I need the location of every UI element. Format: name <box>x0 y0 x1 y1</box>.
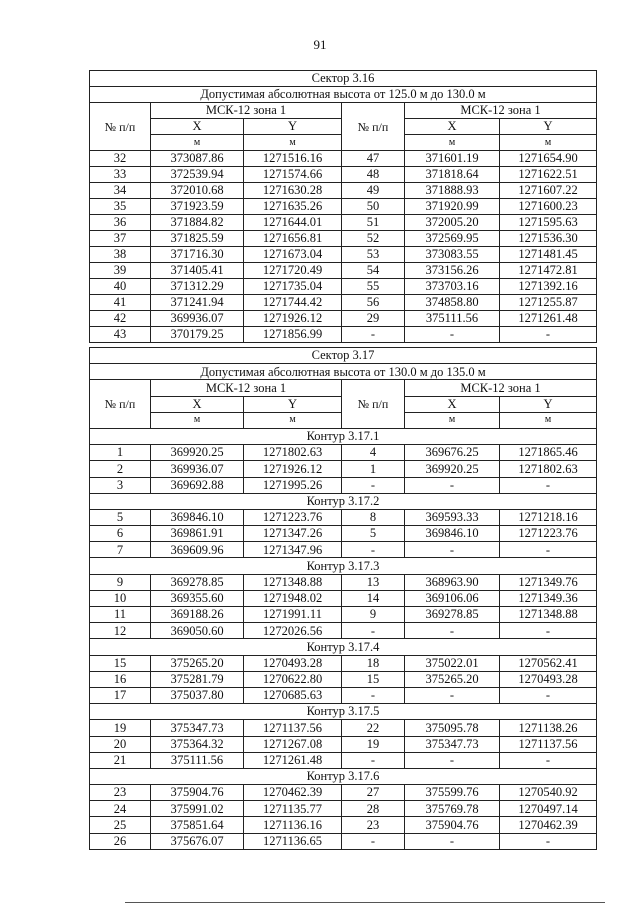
y-coordinate-cell: 1271926.12 <box>244 311 342 327</box>
point-number-cell: 5 <box>90 509 151 525</box>
point-number-cell: 23 <box>90 785 151 801</box>
x-coordinate-cell: 369355.60 <box>151 590 244 606</box>
x-coordinate-cell: 374858.80 <box>405 295 500 311</box>
y-header: Y <box>244 119 342 135</box>
point-number-cell: 11 <box>90 607 151 623</box>
point-number-cell: 27 <box>342 785 405 801</box>
point-number-cell: 41 <box>90 295 151 311</box>
y-coordinate-cell: 1270493.28 <box>244 655 342 671</box>
x-coordinate-cell: 369936.07 <box>151 461 244 477</box>
point-number-cell: 53 <box>342 247 405 263</box>
y-coordinate-cell: 1271802.63 <box>244 445 342 461</box>
y-coordinate-cell: 1271802.63 <box>500 461 597 477</box>
zone-header: МСК-12 зона 1 <box>405 380 597 396</box>
y-coordinate-cell: 1271574.66 <box>244 167 342 183</box>
number-header: № п/п <box>342 380 405 429</box>
point-number-cell: 23 <box>342 817 405 833</box>
unit-label: м <box>151 412 244 428</box>
x-coordinate-cell: 371405.41 <box>151 263 244 279</box>
point-number-cell: - <box>342 833 405 849</box>
y-coordinate-cell: 1271137.56 <box>500 736 597 752</box>
table-row <box>90 279 597 295</box>
point-number-cell: 34 <box>90 183 151 199</box>
x-coordinate-cell: - <box>405 477 500 493</box>
page-number: 91 <box>313 37 327 52</box>
y-coordinate-cell: 1271481.45 <box>500 247 597 263</box>
point-number-cell: 54 <box>342 263 405 279</box>
height-note: Допустимая абсолютная высота от 130.0 м до 135.0 м <box>90 364 597 380</box>
y-coordinate-cell: 1270462.39 <box>244 785 342 801</box>
point-number-cell: 29 <box>342 311 405 327</box>
table-row <box>90 263 597 279</box>
table-row <box>90 526 597 542</box>
table-row <box>90 327 597 343</box>
header-row <box>90 103 597 119</box>
contour-label: Контур 3.17.6 <box>90 768 597 784</box>
x-coordinate-cell: - <box>405 327 500 343</box>
x-coordinate-cell: 372005.20 <box>405 215 500 231</box>
x-coordinate-cell: 375769.78 <box>405 801 500 817</box>
point-number-cell: 47 <box>342 151 405 167</box>
table-row <box>90 445 597 461</box>
contour-label: Контур 3.17.4 <box>90 639 597 655</box>
table-row <box>90 183 597 199</box>
zone-header: МСК-12 зона 1 <box>151 103 342 119</box>
x-coordinate-cell: 375347.73 <box>151 720 244 736</box>
point-number-cell: 35 <box>90 199 151 215</box>
zone-header: МСК-12 зона 1 <box>151 380 342 396</box>
y-coordinate-cell: 1271137.56 <box>244 720 342 736</box>
table-row <box>90 720 597 736</box>
y-header: Y <box>500 119 597 135</box>
x-header: X <box>405 396 500 412</box>
x-coordinate-cell: 375037.80 <box>151 687 244 703</box>
x-coordinate-cell: 373156.26 <box>405 263 500 279</box>
point-number-cell: 42 <box>90 311 151 327</box>
contour-label: Контур 3.17.3 <box>90 558 597 574</box>
sector-table <box>89 70 597 343</box>
x-coordinate-cell: - <box>405 623 500 639</box>
point-number-cell: - <box>342 687 405 703</box>
contour-row <box>90 768 597 784</box>
x-coordinate-cell: 371818.64 <box>405 167 500 183</box>
y-coordinate-cell: - <box>500 327 597 343</box>
point-number-cell: 18 <box>342 655 405 671</box>
table-row <box>90 623 597 639</box>
y-coordinate-cell: 1271735.04 <box>244 279 342 295</box>
table-row <box>90 311 597 327</box>
point-number-cell: - <box>342 752 405 768</box>
table-row <box>90 833 597 849</box>
unit-label: м <box>244 135 342 151</box>
header-row <box>90 380 597 396</box>
x-coordinate-cell: 375991.02 <box>151 801 244 817</box>
x-coordinate-cell: 369609.96 <box>151 542 244 558</box>
y-coordinate-cell: 1271349.76 <box>500 574 597 590</box>
x-coordinate-cell: 375022.01 <box>405 655 500 671</box>
table-row <box>90 461 597 477</box>
point-number-cell: 19 <box>90 720 151 736</box>
point-number-cell: 15 <box>342 671 405 687</box>
x-coordinate-cell: 375904.76 <box>405 817 500 833</box>
y-coordinate-cell: 1271348.88 <box>244 574 342 590</box>
y-coordinate-cell: 1271136.16 <box>244 817 342 833</box>
y-coordinate-cell: 1271138.26 <box>500 720 597 736</box>
y-header: Y <box>244 396 342 412</box>
y-coordinate-cell: 1272026.56 <box>244 623 342 639</box>
y-coordinate-cell: 1271865.46 <box>500 445 597 461</box>
x-coordinate-cell: 375281.79 <box>151 671 244 687</box>
x-coordinate-cell: 369692.88 <box>151 477 244 493</box>
x-coordinate-cell: 375111.56 <box>405 311 500 327</box>
y-coordinate-cell: 1271622.51 <box>500 167 597 183</box>
x-coordinate-cell: 371888.93 <box>405 183 500 199</box>
y-coordinate-cell: 1271720.49 <box>244 263 342 279</box>
table-row <box>90 590 597 606</box>
point-number-cell: 9 <box>342 607 405 623</box>
x-coordinate-cell: 371716.30 <box>151 247 244 263</box>
y-coordinate-cell: - <box>500 687 597 703</box>
x-coordinate-cell: 369920.25 <box>405 461 500 477</box>
contour-row <box>90 558 597 574</box>
contour-row <box>90 639 597 655</box>
x-coordinate-cell: 369846.10 <box>151 509 244 525</box>
y-coordinate-cell: 1271595.63 <box>500 215 597 231</box>
x-coordinate-cell: 373083.55 <box>405 247 500 263</box>
point-number-cell: 13 <box>342 574 405 590</box>
x-coordinate-cell: 369106.06 <box>405 590 500 606</box>
point-number-cell: 2 <box>90 461 151 477</box>
zone-header: МСК-12 зона 1 <box>405 103 597 119</box>
point-number-cell: 43 <box>90 327 151 343</box>
y-coordinate-cell: 1271536.30 <box>500 231 597 247</box>
sector-title-row <box>90 71 597 87</box>
point-number-cell: 24 <box>90 801 151 817</box>
x-coordinate-cell: 375347.73 <box>405 736 500 752</box>
point-number-cell: 19 <box>342 736 405 752</box>
point-number-cell: 48 <box>342 167 405 183</box>
y-coordinate-cell: 1271635.26 <box>244 199 342 215</box>
table-row <box>90 477 597 493</box>
x-coordinate-cell: 369920.25 <box>151 445 244 461</box>
point-number-cell: 55 <box>342 279 405 295</box>
point-number-cell: 3 <box>90 477 151 493</box>
table-row <box>90 151 597 167</box>
point-number-cell: 28 <box>342 801 405 817</box>
sector-title-row <box>90 348 597 364</box>
y-coordinate-cell: 1271347.26 <box>244 526 342 542</box>
y-coordinate-cell: 1271607.22 <box>500 183 597 199</box>
point-number-cell: 52 <box>342 231 405 247</box>
y-coordinate-cell: 1271218.16 <box>500 509 597 525</box>
point-number-cell: 1 <box>90 445 151 461</box>
y-coordinate-cell: 1271926.12 <box>244 461 342 477</box>
y-coordinate-cell: 1271255.87 <box>500 295 597 311</box>
number-header: № п/п <box>90 103 151 151</box>
contour-label: Контур 3.17.1 <box>90 428 597 444</box>
x-coordinate-cell: 369676.25 <box>405 445 500 461</box>
y-coordinate-cell: 1271516.16 <box>244 151 342 167</box>
point-number-cell: 12 <box>90 623 151 639</box>
table-row <box>90 785 597 801</box>
x-coordinate-cell: 369188.26 <box>151 607 244 623</box>
x-coordinate-cell: - <box>405 833 500 849</box>
table-row <box>90 167 597 183</box>
y-coordinate-cell: 1271995.26 <box>244 477 342 493</box>
x-coordinate-cell: 375904.76 <box>151 785 244 801</box>
x-coordinate-cell: 371923.59 <box>151 199 244 215</box>
point-number-cell: 5 <box>342 526 405 542</box>
x-coordinate-cell: 375265.20 <box>151 655 244 671</box>
point-number-cell: 4 <box>342 445 405 461</box>
table-row <box>90 574 597 590</box>
number-header: № п/п <box>342 103 405 151</box>
point-number-cell: 32 <box>90 151 151 167</box>
height-note: Допустимая абсолютная высота от 125.0 м до 130.0 м <box>90 87 597 103</box>
contour-row <box>90 428 597 444</box>
y-coordinate-cell: 1270540.92 <box>500 785 597 801</box>
x-coordinate-cell: 375851.64 <box>151 817 244 833</box>
sector-title: Сектор 3.16 <box>90 71 597 87</box>
y-coordinate-cell: 1271348.88 <box>500 607 597 623</box>
unit-label: м <box>405 135 500 151</box>
y-coordinate-cell: - <box>500 542 597 558</box>
x-coordinate-cell: 369278.85 <box>151 574 244 590</box>
point-number-cell: 7 <box>90 542 151 558</box>
x-coordinate-cell: - <box>405 542 500 558</box>
y-coordinate-cell: 1271223.76 <box>244 509 342 525</box>
point-number-cell: 21 <box>90 752 151 768</box>
y-coordinate-cell: - <box>500 752 597 768</box>
y-coordinate-cell: 1271267.08 <box>244 736 342 752</box>
point-number-cell: 15 <box>90 655 151 671</box>
number-header: № п/п <box>90 380 151 429</box>
point-number-cell: 26 <box>90 833 151 849</box>
y-coordinate-cell: 1271261.48 <box>244 752 342 768</box>
x-header: X <box>151 119 244 135</box>
x-coordinate-cell: 369936.07 <box>151 311 244 327</box>
y-coordinate-cell: 1271349.36 <box>500 590 597 606</box>
sector-table <box>89 347 597 850</box>
contour-label: Контур 3.17.2 <box>90 493 597 509</box>
y-coordinate-cell: 1270685.63 <box>244 687 342 703</box>
point-number-cell: 56 <box>342 295 405 311</box>
unit-label: м <box>500 135 597 151</box>
table-row <box>90 509 597 525</box>
x-coordinate-cell: 371312.29 <box>151 279 244 295</box>
y-coordinate-cell: 1271347.96 <box>244 542 342 558</box>
point-number-cell: 40 <box>90 279 151 295</box>
x-coordinate-cell: 375265.20 <box>405 671 500 687</box>
point-number-cell: 1 <box>342 461 405 477</box>
y-coordinate-cell: 1271856.99 <box>244 327 342 343</box>
y-coordinate-cell: - <box>500 623 597 639</box>
point-number-cell: 38 <box>90 247 151 263</box>
unit-label: м <box>151 135 244 151</box>
bottom-rule <box>125 902 605 903</box>
x-coordinate-cell: 371920.99 <box>405 199 500 215</box>
point-number-cell: 50 <box>342 199 405 215</box>
point-number-cell: 37 <box>90 231 151 247</box>
x-coordinate-cell: 371241.94 <box>151 295 244 311</box>
y-coordinate-cell: 1270493.28 <box>500 671 597 687</box>
point-number-cell: 51 <box>342 215 405 231</box>
table-row <box>90 655 597 671</box>
x-coordinate-cell: 372539.94 <box>151 167 244 183</box>
y-coordinate-cell: 1271223.76 <box>500 526 597 542</box>
x-coordinate-cell: 371825.59 <box>151 231 244 247</box>
y-coordinate-cell: 1270497.14 <box>500 801 597 817</box>
height-note-row <box>90 87 597 103</box>
contour-label: Контур 3.17.5 <box>90 704 597 720</box>
x-coordinate-cell: 369050.60 <box>151 623 244 639</box>
table-row <box>90 671 597 687</box>
height-note-row <box>90 364 597 380</box>
x-coordinate-cell: 375111.56 <box>151 752 244 768</box>
point-number-cell: 8 <box>342 509 405 525</box>
table-row <box>90 736 597 752</box>
point-number-cell: 16 <box>90 671 151 687</box>
x-coordinate-cell: 368963.90 <box>405 574 500 590</box>
y-header: Y <box>500 396 597 412</box>
y-coordinate-cell: 1271135.77 <box>244 801 342 817</box>
y-coordinate-cell: 1270462.39 <box>500 817 597 833</box>
unit-label: м <box>244 412 342 428</box>
table-row <box>90 542 597 558</box>
x-coordinate-cell: 372569.95 <box>405 231 500 247</box>
y-coordinate-cell: 1271472.81 <box>500 263 597 279</box>
x-coordinate-cell: 369593.33 <box>405 509 500 525</box>
table-row <box>90 231 597 247</box>
point-number-cell: 9 <box>90 574 151 590</box>
y-coordinate-cell: - <box>500 833 597 849</box>
y-coordinate-cell: - <box>500 477 597 493</box>
table-row <box>90 199 597 215</box>
table-row <box>90 247 597 263</box>
y-coordinate-cell: 1271630.28 <box>244 183 342 199</box>
y-coordinate-cell: 1271644.01 <box>244 215 342 231</box>
table-row <box>90 215 597 231</box>
x-coordinate-cell: 373087.86 <box>151 151 244 167</box>
table-row <box>90 687 597 703</box>
point-number-cell: - <box>342 542 405 558</box>
x-coordinate-cell: - <box>405 752 500 768</box>
table-row <box>90 752 597 768</box>
y-coordinate-cell: 1271656.81 <box>244 231 342 247</box>
point-number-cell: 22 <box>342 720 405 736</box>
point-number-cell: - <box>342 623 405 639</box>
x-header: X <box>405 119 500 135</box>
point-number-cell: 17 <box>90 687 151 703</box>
y-coordinate-cell: 1271600.23 <box>500 199 597 215</box>
x-coordinate-cell: - <box>405 687 500 703</box>
x-coordinate-cell: 369846.10 <box>405 526 500 542</box>
y-coordinate-cell: 1270622.80 <box>244 671 342 687</box>
y-coordinate-cell: 1271654.90 <box>500 151 597 167</box>
unit-label: м <box>405 412 500 428</box>
y-coordinate-cell: 1271744.42 <box>244 295 342 311</box>
point-number-cell: - <box>342 477 405 493</box>
point-number-cell: 25 <box>90 817 151 833</box>
point-number-cell: 6 <box>90 526 151 542</box>
x-coordinate-cell: 375676.07 <box>151 833 244 849</box>
point-number-cell: 36 <box>90 215 151 231</box>
contour-row <box>90 704 597 720</box>
table-row <box>90 801 597 817</box>
x-header: X <box>151 396 244 412</box>
point-number-cell: 33 <box>90 167 151 183</box>
y-coordinate-cell: 1270562.41 <box>500 655 597 671</box>
sector-body <box>90 71 597 343</box>
x-coordinate-cell: 369278.85 <box>405 607 500 623</box>
x-coordinate-cell: 369861.91 <box>151 526 244 542</box>
x-coordinate-cell: 371884.82 <box>151 215 244 231</box>
point-number-cell: - <box>342 327 405 343</box>
point-number-cell: 20 <box>90 736 151 752</box>
y-coordinate-cell: 1271991.11 <box>244 607 342 623</box>
y-coordinate-cell: 1271948.02 <box>244 590 342 606</box>
x-coordinate-cell: 375599.76 <box>405 785 500 801</box>
x-coordinate-cell: 373703.16 <box>405 279 500 295</box>
x-coordinate-cell: 375364.32 <box>151 736 244 752</box>
contour-row <box>90 493 597 509</box>
y-coordinate-cell: 1271392.16 <box>500 279 597 295</box>
point-number-cell: 49 <box>342 183 405 199</box>
table-row <box>90 295 597 311</box>
x-coordinate-cell: 372010.68 <box>151 183 244 199</box>
point-number-cell: 10 <box>90 590 151 606</box>
point-number-cell: 14 <box>342 590 405 606</box>
y-coordinate-cell: 1271261.48 <box>500 311 597 327</box>
table-row <box>90 607 597 623</box>
unit-label: м <box>500 412 597 428</box>
y-coordinate-cell: 1271673.04 <box>244 247 342 263</box>
sector-body <box>90 348 597 850</box>
x-coordinate-cell: 375095.78 <box>405 720 500 736</box>
x-coordinate-cell: 370179.25 <box>151 327 244 343</box>
point-number-cell: 39 <box>90 263 151 279</box>
y-coordinate-cell: 1271136.65 <box>244 833 342 849</box>
table-row <box>90 817 597 833</box>
sector-title: Сектор 3.17 <box>90 348 597 364</box>
x-coordinate-cell: 371601.19 <box>405 151 500 167</box>
